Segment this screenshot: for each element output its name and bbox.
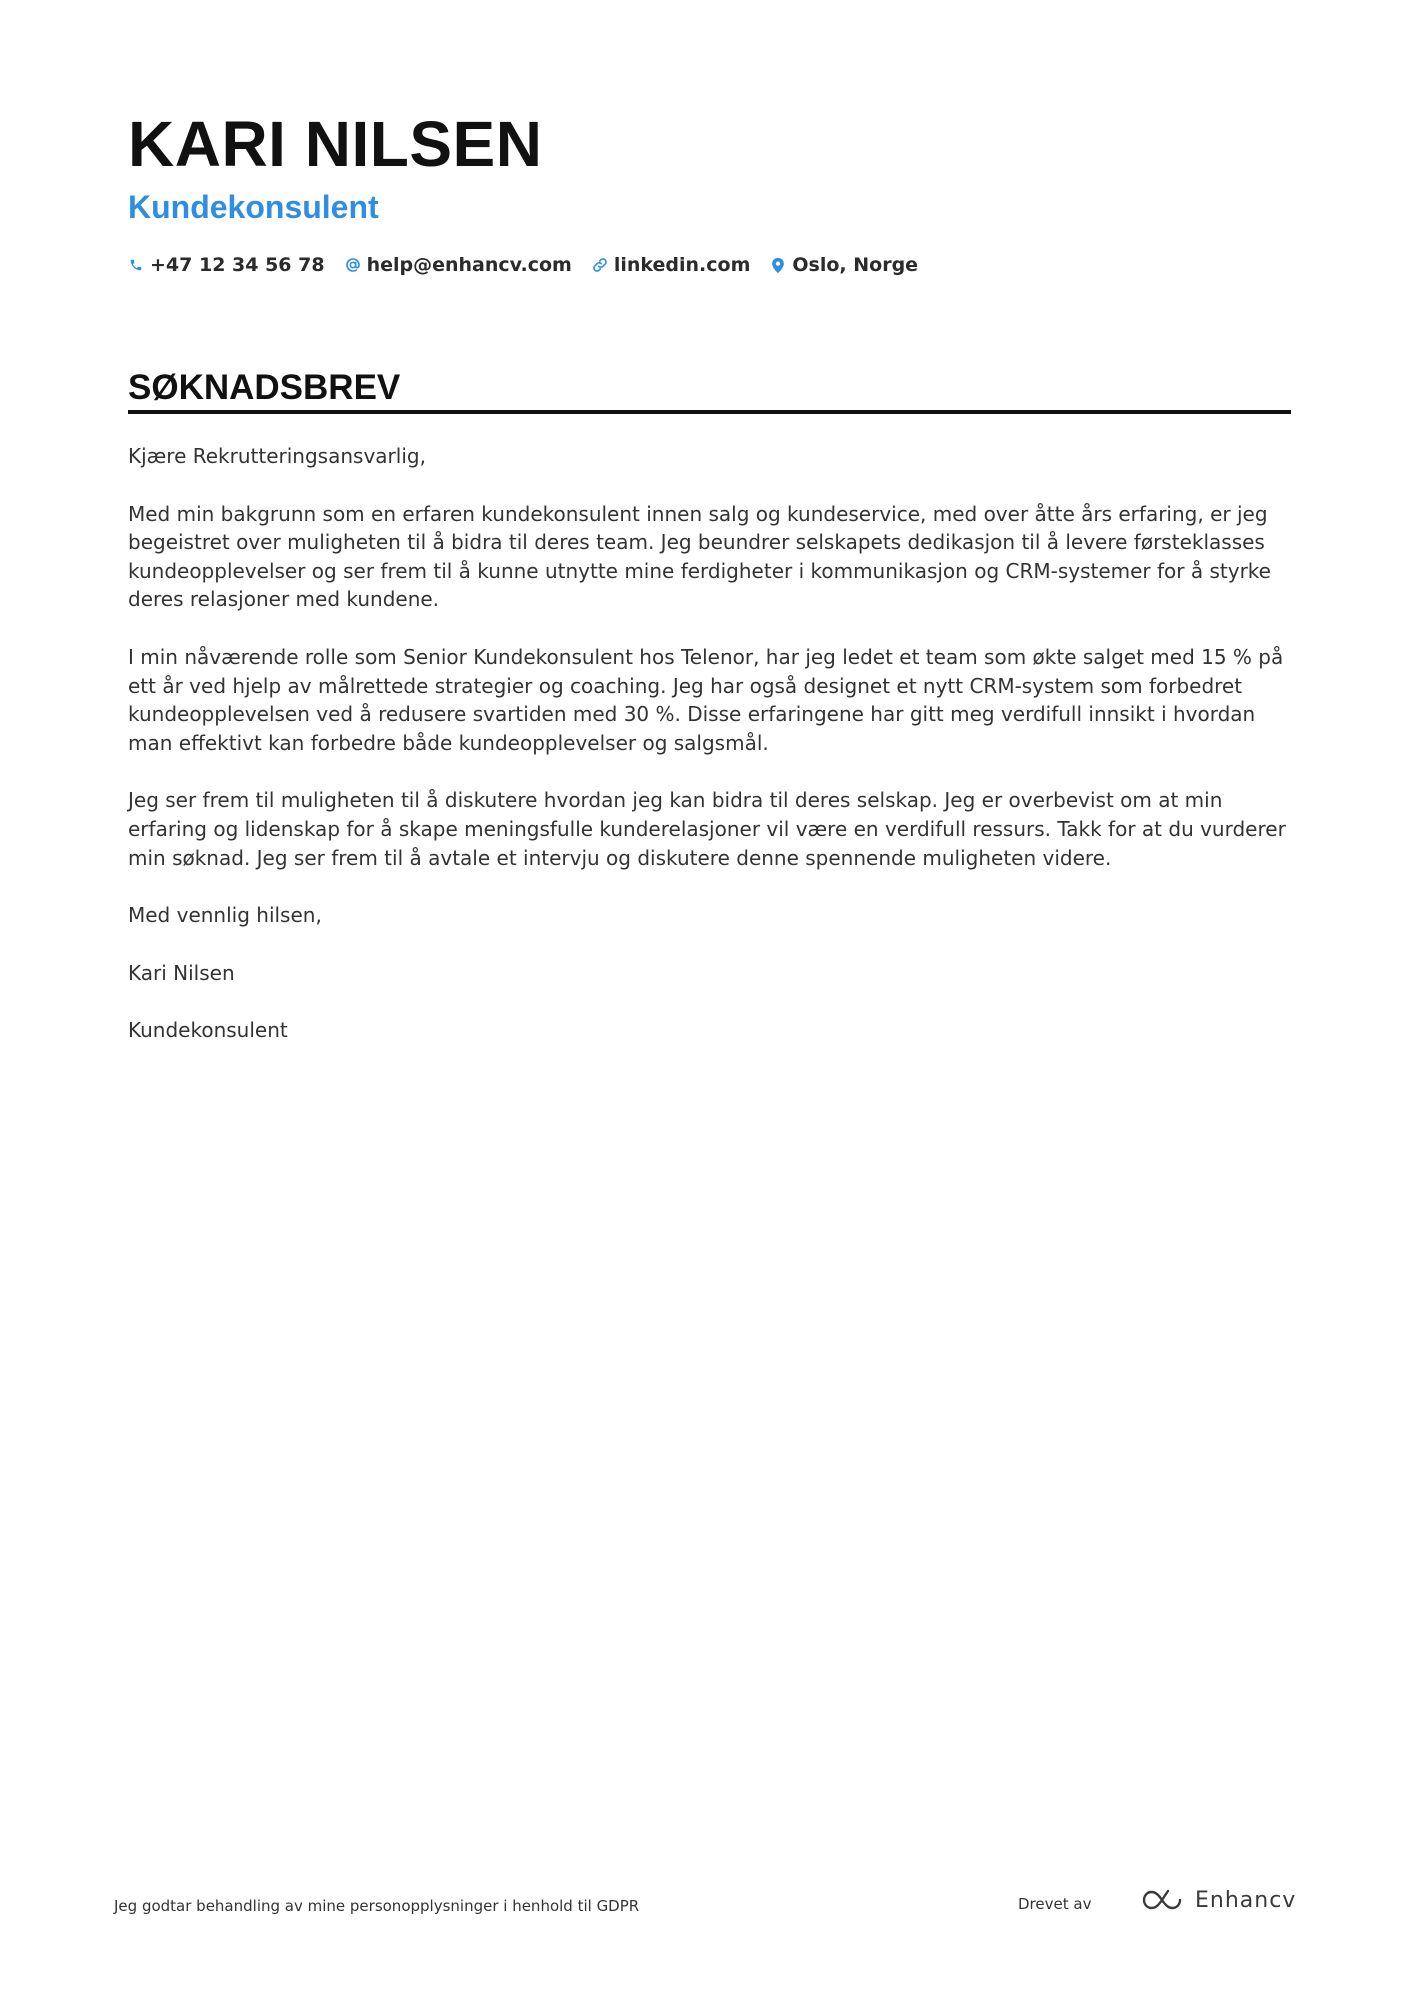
applicant-name: KARI NILSEN [128,108,543,180]
letter-greeting: Kjære Rekrutteringsansvarlig, [128,444,426,468]
section-divider [128,410,1291,414]
contact-email-text: help@enhancv.com [366,254,572,276]
applicant-role: Kundekonsulent [128,189,379,225]
letter-paragraph-3: Jeg ser frem til muligheten til å diskutere hvordan jeg kan bidra til deres selskap. Jeg er overbevist om at min erfaring og lidenskap for å skape meningsfulle kunderelasjoner vil være en verdifull ressurs. Takk for at du vurderer min søknad. Jeg ser frem til å avtale et intervju og diskutere denne spennende muligheten videre. [128,788,1286,870]
phone-icon [128,256,144,274]
signature-name: Kari Nilsen [128,960,235,985]
letter-body [128,442,1291,1074]
signature-role: Kundekonsulent [128,1018,288,1043]
letter-paragraph-2: I min nåværende rolle som Senior Kundekonsulent hos Telenor, har jeg ledet et team som økte salget med 15 % på ett år ved hjelp av målrettede strategier og coaching. Jeg har også designet et nytt CRM-system som forbedret kundeopplevelsen ved å redusere svartiden med 30 %. Disse erfaringene har gitt meg verdifull innsikt i hvordan man effektivt kan forbedre både kundeopplevelser og salgsmål. [128,644,1284,755]
link-icon [592,256,608,274]
contact-bar [128,254,938,276]
contact-phone [128,254,325,276]
gdpr-consent-text: Jeg godtar behandling av mine personopplysninger i henhold til GDPR [114,1897,640,1915]
enhancv-brand[interactable] [1139,1886,1296,1914]
section-title: SØKNADSBREV [128,368,401,407]
contact-linkedin [592,254,751,276]
brand-name: Enhancv [1195,1887,1297,1913]
powered-by-text: Drevet av [1018,1895,1092,1913]
letter-closing: Med vennlig hilsen, [128,903,322,928]
contact-linkedin-text: linkedin.com [613,254,751,276]
contact-email [345,254,572,276]
enhancv-logo-icon [1139,1886,1185,1914]
contact-phone-text: +47 12 34 56 78 [150,254,325,276]
contact-location [770,254,918,276]
contact-location-text: Oslo, Norge [792,254,919,276]
letter-paragraph-1: Med min bakgrunn som en erfaren kundekonsulent innen salg og kundeservice, med over åtte års erfaring, er jeg begeistret over muligheten til å bidra til deres team. Jeg beundrer selskapets dedikasjon til å levere førsteklasses kundeopplevelser og ser frem til å kunne utnytte mine ferdigheter i kommunikasjon og CRM-systemer for å styrke deres relasjoner med kundene. [128,501,1271,612]
at-icon [345,256,361,274]
location-pin-icon [770,256,786,274]
